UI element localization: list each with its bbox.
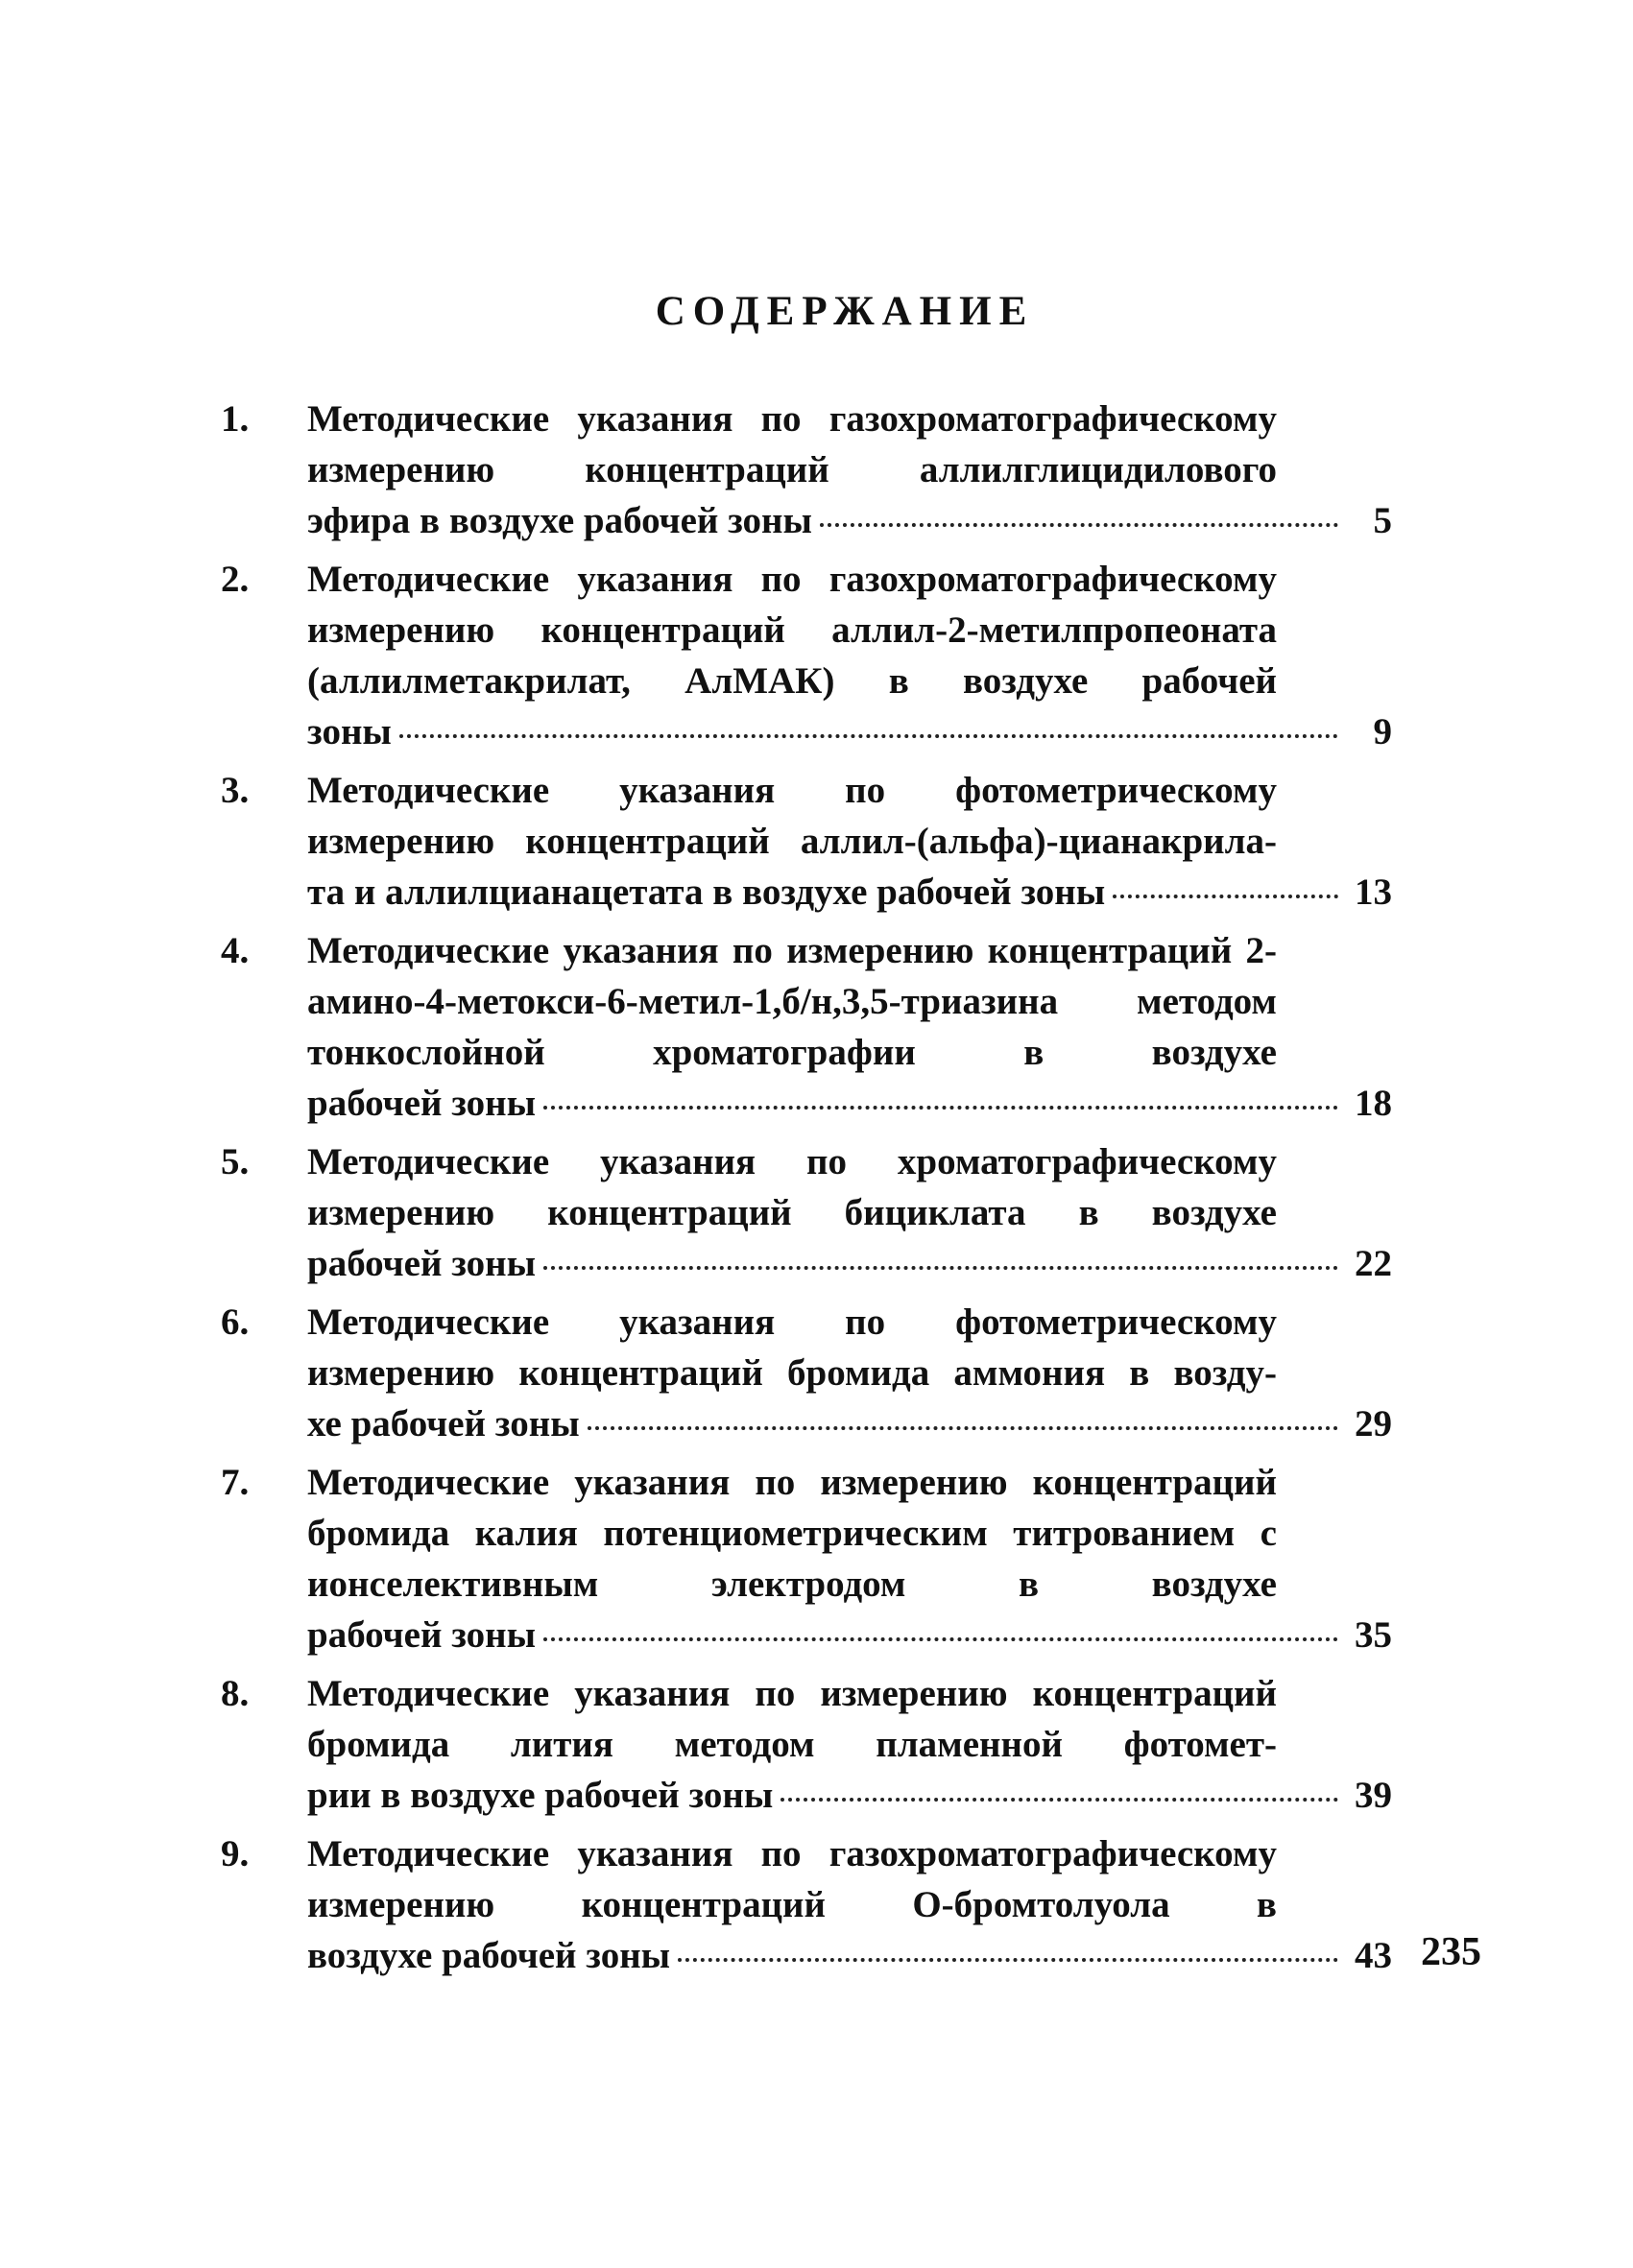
- toc-entry[interactable]: [221, 1828, 1392, 1981]
- toc-entry[interactable]: [221, 925, 1392, 1129]
- toc-entry-page: 18: [1355, 1083, 1392, 1124]
- toc-entry-title: Методические указания по фотометрическому измерению концентраций аллил-(альфа)-цианакрила-: [307, 770, 1277, 862]
- dot-leader: [543, 1637, 1338, 1641]
- toc-entry-title: Методические указания по газохроматографическому измерению концентраций О-бромтолуола в: [307, 1833, 1277, 1925]
- toc-entry[interactable]: [221, 1136, 1392, 1289]
- toc-entry-last-line: [307, 1078, 1392, 1129]
- dot-leader: [1113, 895, 1338, 898]
- toc-entry-number: 1.: [221, 398, 250, 440]
- toc-entry[interactable]: [221, 554, 1392, 757]
- toc-entry-title-end: воздухе рабочей зоны: [307, 1935, 671, 1976]
- toc-entry-title-end: рабочей зоны: [307, 1614, 537, 1656]
- toc-entry-number: 9.: [221, 1833, 250, 1874]
- toc-entry[interactable]: [221, 1457, 1392, 1660]
- toc-entry-page: 29: [1355, 1403, 1392, 1444]
- toc-entry[interactable]: [221, 765, 1392, 918]
- toc-entry-title: Методические указания по измерению концентраций бромида калия потенциометрическим титрованием с ионселективным электродом в воздухе: [307, 1462, 1277, 1605]
- toc-entry-number: 4.: [221, 930, 250, 971]
- dot-leader: [543, 1266, 1338, 1270]
- toc-entry-last-line: [307, 1770, 1392, 1821]
- toc-entry-last-line: [307, 495, 1392, 546]
- dot-leader: [399, 734, 1338, 738]
- toc-entry-title-end: рабочей зоны: [307, 1083, 537, 1124]
- toc-entry-number: 6.: [221, 1301, 250, 1343]
- toc-entry-title: Методические указания по измерению концентраций 2-амино-4-метокси-6-метил-1,б/н,3,5-триазина методом тонкослойной хроматографии в воздухе: [307, 930, 1277, 1073]
- toc-entry-title: Методические указания по газохроматографическому измерению концентраций аллилглицидилового: [307, 398, 1277, 490]
- toc-entry-last-line: [307, 1398, 1392, 1449]
- dot-leader: [543, 1106, 1338, 1110]
- toc-entry-title-end: хе рабочей зоны: [307, 1403, 580, 1444]
- toc-entry-title-end: зоны: [307, 711, 392, 752]
- toc-entry-number: 3.: [221, 770, 250, 811]
- toc-entry-page: 9: [1373, 711, 1392, 752]
- toc-entry-last-line: [307, 1610, 1392, 1660]
- toc-entry-title: Методические указания по измерению концентраций бромида лития методом пламенной фотомет-: [307, 1673, 1277, 1765]
- table-of-contents: [221, 394, 1392, 1989]
- dot-leader: [678, 1958, 1338, 1962]
- toc-entry-number: 7.: [221, 1462, 250, 1503]
- toc-entry-last-line: [307, 1238, 1392, 1289]
- toc-entry[interactable]: [221, 394, 1392, 546]
- dot-leader: [588, 1426, 1338, 1430]
- page-title: СОДЕРЖАНИЕ: [655, 289, 1035, 334]
- toc-entry-page: 43: [1355, 1935, 1392, 1976]
- toc-entry-number: 5.: [221, 1141, 250, 1182]
- toc-entry-title: Методические указания по газохроматографическому измерению концентраций аллил-2-метилпропеоната (аллилметакрилат, АлМАК) в воздухе рабочей: [307, 559, 1277, 702]
- toc-entry-title-end: рии в воздухе рабочей зоны: [307, 1775, 774, 1816]
- toc-entry-title-end: эфира в воздухе рабочей зоны: [307, 500, 812, 541]
- page-number: 235: [1421, 1930, 1481, 1974]
- toc-entry-page: 22: [1355, 1243, 1392, 1284]
- toc-entry-page: 39: [1355, 1775, 1392, 1816]
- toc-entry-page: 13: [1355, 871, 1392, 913]
- toc-entry-last-line: [307, 706, 1392, 757]
- toc-entry-page: 35: [1355, 1614, 1392, 1656]
- toc-entry[interactable]: [221, 1297, 1392, 1449]
- toc-entry-title: Методические указания по хроматографическому измерению концентраций бициклата в воздухе: [307, 1141, 1277, 1233]
- toc-entry[interactable]: [221, 1668, 1392, 1821]
- toc-entry-last-line: [307, 1930, 1392, 1981]
- toc-entry-title-end: та и аллилцианацетата в воздухе рабочей зоны: [307, 871, 1106, 913]
- toc-entry-title: Методические указания по фотометрическому измерению концентраций бромида аммония в возду-: [307, 1301, 1277, 1394]
- toc-entry-page: 5: [1373, 500, 1392, 541]
- toc-entry-number: 8.: [221, 1673, 250, 1714]
- dot-leader: [820, 523, 1338, 527]
- toc-entry-number: 2.: [221, 559, 250, 600]
- toc-entry-title-end: рабочей зоны: [307, 1243, 537, 1284]
- toc-entry-last-line: [307, 867, 1392, 918]
- dot-leader: [780, 1798, 1338, 1802]
